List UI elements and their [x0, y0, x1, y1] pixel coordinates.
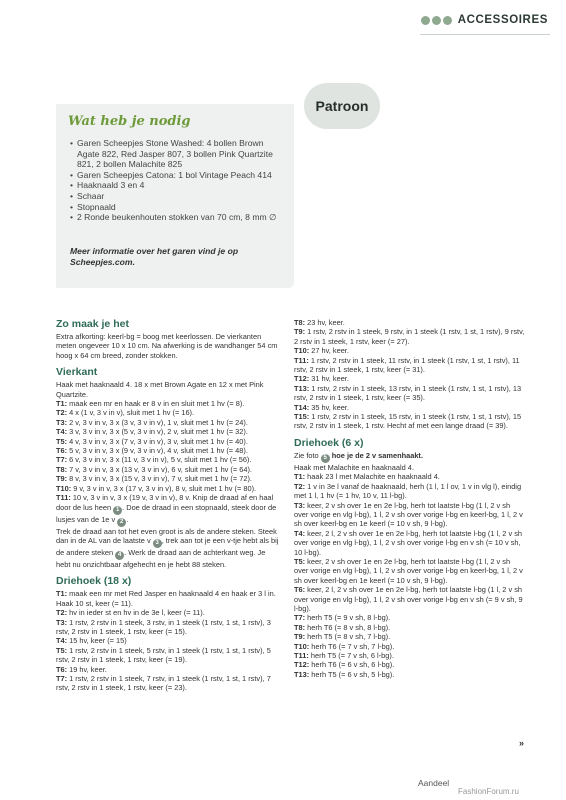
finish-text: . Werk de draad aan de achterkant weg. Je hebt nu onzichtbaar afgehecht en je hebt 88 steken.	[56, 547, 266, 569]
row-key: T13:	[294, 669, 310, 679]
pattern-row	[294, 318, 526, 327]
row-text: keer, 2 l, 2 v sh over 1e en 2e l-bg, herh tot laatste l-bg (1 l, 2 v sh over vorige en vlg l-bg), 1 l, 2 v sh over vorige l-bg en v sh (= 10 v sh, 10 l-bg).	[294, 528, 523, 557]
row-key: T3:	[294, 500, 306, 510]
pattern-row	[56, 665, 280, 674]
row-text: herh T6 (= 7 v sh, 7 l-bg).	[309, 641, 395, 651]
row-key: T11:	[294, 355, 309, 365]
yarn-info-text: Meer informatie over het garen vind je op Scheepjes.com.	[70, 246, 239, 267]
row-text: .	[126, 514, 129, 524]
row-text: 1 rstv, 2 rstv in 1 steek, 3 rstv, in 1 steek (1 rstv, 1 st, 1 rstv), 3 rstv, 2 rstv in 1 steek, 1 rstv, keer (= 15).	[56, 617, 271, 636]
step-2-icon: 2	[117, 518, 126, 527]
pattern-row	[294, 613, 526, 622]
triangle6-intro: Haak met Malachite en haaknaald 4.	[294, 462, 414, 472]
row-text: 1 rstv, 2 rstv in 1 steek, 13 rstv, in 1 steek (1 rstv, 1 st, 1 rstv), 13 rstv, 2 rstv in 1 steek, 1 rstv, keer (= 35).	[294, 383, 522, 403]
row-text: . Doe de draad in een stopnaald, steek door de lusjes van de 1e v	[56, 502, 277, 524]
square-heading: Vierkant	[56, 366, 98, 379]
square-rows	[56, 399, 280, 493]
row-key: T2:	[56, 408, 68, 418]
pattern-row	[294, 585, 526, 613]
dot-icon	[443, 16, 452, 25]
pattern-row	[56, 484, 280, 493]
row-key: T7:	[56, 455, 68, 465]
row-text: 3 v, 3 v in v, 3 x (5 v, 3 v in v), 2 v, sluit met 1 hv (= 32).	[67, 427, 248, 437]
row-text: maak een mr met Red Jasper en haaknaald 4 en haak er 3 l in. Haak 10 st, keer (= 11).	[56, 589, 276, 608]
pattern-row	[294, 384, 526, 403]
pattern-row	[56, 608, 280, 617]
header-divider	[420, 34, 550, 35]
list-item: • Garen Scheepjes Catona: 1 bol Vintage Peach 414	[70, 170, 280, 181]
row-text: 10 v, 3 v in v, 3 x (19 v, 3 v in v), 8 v. Knip de draad af en haal door de lus heen	[56, 493, 274, 512]
row-text: herh T5 (= 6 v sh, 5 l-bg).	[309, 669, 395, 679]
row-key: T1:	[56, 589, 68, 599]
section-header	[421, 14, 548, 26]
row-key: T9:	[294, 632, 306, 642]
pattern-row	[294, 632, 526, 641]
pattern-badge	[304, 83, 380, 129]
finish-text: , trek aan tot je een v-tje hebt als bij de andere steken	[56, 535, 279, 557]
row-key: T8:	[294, 622, 306, 632]
instructions-intro: Extra afkorting: keerl-bg = boog met keerlossen. De vierkanten meten ongeveer 10 x 10 cm. Na afwerking is de wandhanger 54 cm hoog x 64 cm breed, zonder stokken.	[56, 332, 278, 360]
row-text: 31 hv, keer.	[309, 374, 349, 384]
row-text: 9 v, 3 v in v, 3 x (17 v, 3 v in v), 8 v, sluit met 1 hv (= 80).	[71, 483, 257, 493]
row-text: herh T5 (= 8 v sh, 7 l-bg).	[305, 632, 391, 642]
row-key: T4:	[56, 427, 68, 437]
row-text: 6 v, 3 v in v, 3 x (11 v, 3 v in v), 5 v, sluit met 1 hv (= 56).	[67, 455, 252, 465]
photo-reference-text: Zie foto	[294, 450, 321, 460]
row-key: T9:	[56, 474, 68, 484]
row-text: haak 23 l met Malachite en haaknaald 4.	[305, 472, 440, 482]
row-key: T5:	[56, 436, 68, 446]
row-text: 35 hv, keer.	[309, 402, 349, 412]
pattern-row	[294, 374, 526, 383]
step-4-icon: 4	[115, 551, 124, 560]
triangle6-rows	[294, 472, 526, 679]
pattern-row	[56, 418, 280, 427]
materials-list	[70, 138, 280, 223]
row-key: T3:	[56, 417, 68, 427]
instructions-heading: Zo maak je het	[56, 318, 129, 330]
row-key: T6:	[56, 664, 68, 674]
row-key: T3:	[56, 617, 68, 627]
list-item: • Garen Scheepjes Stone Washed: 4 bollen Brown Agate 822, Red Jasper 807, 3 bollen Pink Quartzite 821, 2 bollen Malachite 825	[70, 138, 280, 170]
list-item: • Stopnaald	[70, 202, 280, 213]
pattern-row	[56, 474, 280, 483]
pattern-row	[294, 356, 526, 375]
row-key: T2:	[294, 481, 306, 491]
row-text: 1 v in 3e l vanaf de haaknaald, herh (1 l, 1 l ov, 1 v in vlg l), eindig met 1 l, 1 hv (= 1 hv, 10 v, 11 l-bg).	[294, 481, 522, 501]
square-row	[56, 493, 280, 526]
row-text: 8 v, 3 v in v, 3 x (15 v, 3 v in v), 7 v, sluit met 1 hv (= 72).	[67, 474, 252, 484]
row-text: herh T6 (= 6 v sh, 6 l-bg).	[309, 660, 395, 670]
row-key: T5:	[294, 556, 306, 566]
row-key: T8:	[56, 464, 68, 474]
pattern-row	[294, 623, 526, 632]
row-text: 2 v, 3 v in v, 3 x (3 v, 3 v in v), 1 v, sluit met 1 hv (= 24).	[67, 417, 248, 427]
row-key: T10:	[56, 483, 72, 493]
step-3-icon: 3	[153, 539, 162, 548]
pattern-row	[294, 482, 526, 501]
row-text: herh T5 (= 9 v sh, 8 l-bg).	[305, 613, 391, 623]
row-key: T10:	[294, 641, 310, 651]
row-text: 1 rstv, 2 rstv in 1 steek, 7 rstv, in 1 steek (1 rstv, 1 st, 1 rstv), 7 rstv, 2 rstv in 1 steek, 1 rstv, keer (= 23).	[56, 673, 271, 693]
right-column	[294, 318, 526, 679]
finish-text: Trek de draad aan tot het even groot is als de andere steken. Steek dan in de AL van de laatste v	[56, 526, 277, 545]
pattern-row	[294, 346, 526, 355]
row-key: T15:	[294, 412, 310, 422]
pattern-row	[294, 529, 526, 557]
materials-title: Wat heb je nodig	[68, 114, 191, 129]
row-text: keer, 2 v sh over 1e en 2e l-bg, herh tot laatste l-bg (1 l, 2 v sh over vorige en vlg l-bg), 1 l, 2 v sh over vorige l-bg en keerl-bg, 1 l, 2 v sh over keerl-bg en 1e keerl (= 10 v sh, 9 l-bg).	[294, 556, 523, 585]
row-text: 1 rstv, 2 rstv in 1 steek, 9 rstv, in 1 steek (1 rstv, 1 st, 1 rstv), 9 rstv, 2 rstv in 1 steek, 1 rstv, keer (= 27).	[294, 327, 525, 346]
left-column	[56, 318, 280, 693]
pattern-row	[294, 501, 526, 529]
row-key: T7:	[294, 613, 306, 623]
row-key: T1:	[294, 472, 306, 482]
dot-icon	[432, 16, 441, 25]
pattern-row	[294, 327, 526, 346]
row-text: hv in ieder st en hv in de 3e l, keer (= 11).	[67, 608, 205, 618]
continue-arrow-icon: »	[519, 738, 525, 748]
pattern-row	[56, 446, 280, 455]
pattern-row	[294, 670, 526, 679]
triangle18-rows	[56, 589, 280, 692]
row-key: T9:	[294, 327, 306, 337]
photo-area	[0, 0, 292, 104]
step-5-icon: 5	[321, 454, 330, 463]
photo-reference	[294, 451, 526, 463]
pattern-row	[56, 646, 280, 665]
pattern-row	[294, 660, 526, 669]
list-item: • Haaknaald 3 en 4	[70, 180, 280, 191]
row-key: T10:	[294, 346, 310, 356]
finish-paragraph	[56, 527, 280, 570]
section-dots	[421, 16, 452, 25]
row-key: T1:	[56, 399, 68, 409]
step-1-icon: 1	[113, 506, 122, 515]
pattern-row	[56, 465, 280, 474]
row-key: T13:	[294, 383, 310, 393]
pattern-row	[56, 618, 280, 637]
row-key: T6:	[294, 585, 306, 595]
row-text: 7 v, 3 v in v, 3 x (13 v, 3 v in v), 6 v, sluit met 1 hv (= 64).	[67, 464, 252, 474]
row-text: keer, 2 l, 2 v sh over 1e en 2e l-bg, herh tot laatste l-bg (1 l, 2 v sh over vorige en vlg l-bg), 1 l, 2 v sh over vorige l-bg en v sh (= 9 v sh, 9 l-bg).	[294, 585, 523, 613]
row-key: T14:	[294, 402, 310, 412]
row-text: herh T5 (= 7 v sh, 6 l-bg).	[308, 651, 394, 660]
row-text: 1 rstv, 2 rstv in 1 steek, 5 rstv, in 1 steek (1 rstv, 1 st, 1 rstv), 5 rstv, 2 rstv in 1 steek, 1 rstv, keer (= 19).	[56, 645, 271, 665]
dot-icon	[421, 16, 430, 25]
row-text: 23 hv, keer.	[305, 318, 345, 327]
row-text: 1 rstv, 2 rstv in 1 steek, 15 rstv, in 1 steek (1 rstv, 1 st, 1 rstv), 15 rstv, 2 rstv in 1 steek, 1 rstv. Hecht af met een lange draad (= 39).	[294, 412, 522, 431]
row-text: 27 hv, keer.	[309, 346, 349, 356]
pattern-row	[56, 636, 280, 645]
list-item: • 2 Ronde beukenhouten stokken van 70 cm, 8 mm ∅	[70, 212, 280, 223]
watermark: FashionForum.ru	[458, 787, 519, 796]
row-key: T7:	[56, 673, 68, 683]
footer-text: Aandeel	[418, 778, 450, 788]
row-text: maak een mr en haak er 8 v in en sluit met 1 hv (= 8).	[67, 399, 245, 409]
pattern-row	[56, 427, 280, 436]
row-key: T8:	[294, 318, 306, 327]
row-key: T2:	[56, 608, 68, 618]
pattern-row	[294, 651, 526, 660]
row-key: T6:	[56, 446, 68, 456]
section-title: ACCESSOIRES	[457, 14, 548, 26]
triangle6-heading: Driehoek (6 x)	[294, 436, 364, 449]
pattern-row	[294, 557, 526, 585]
pattern-row	[294, 472, 526, 481]
row-text: 5 v, 3 v in v, 3 x (9 v, 3 v in v), 4 v, sluit met 1 hv (= 48).	[67, 446, 248, 456]
pattern-row	[56, 437, 280, 446]
pattern-row	[56, 455, 280, 464]
photo-reference-text: hoe je de 2 v samenhaakt.	[329, 450, 423, 460]
row-text: 15 hv, keer (= 15)	[67, 636, 127, 646]
list-item: • Schaar	[70, 191, 280, 202]
triangle18-rows-continued	[294, 318, 526, 431]
pattern-row	[56, 589, 280, 608]
row-key: T4:	[56, 636, 68, 646]
pattern-row	[294, 403, 526, 412]
row-key: T11:	[294, 651, 309, 660]
row-text: herh T6 (= 8 v sh, 8 l-bg).	[305, 622, 391, 632]
row-key: T11:	[56, 493, 71, 503]
row-key: T12:	[294, 374, 310, 384]
pattern-row	[56, 674, 280, 693]
row-key: T5:	[56, 645, 68, 655]
row-key: T4:	[294, 528, 306, 538]
row-key: T12:	[294, 660, 310, 670]
row-text: keer, 2 v sh over 1e en 2e l-bg, herh tot laatste l-bg (1 l, 2 v sh over vorige en vlg l-bg), 1 l, 2 v sh over vorige l-bg en keerl-bg, 1 l, 2 v sh over keerl-bg en 1e keerl (= 10 v sh, 9 l-bg).	[294, 500, 523, 529]
row-text: 4 v, 3 v in v, 3 x (7 v, 3 v in v), 3 v, sluit met 1 hv (= 40).	[67, 436, 248, 446]
pattern-badge-label: Patroon	[315, 98, 369, 114]
pattern-row	[56, 408, 280, 417]
pattern-row	[294, 412, 526, 431]
row-text: 19 hv, keer.	[67, 664, 107, 674]
pattern-row	[56, 399, 280, 408]
row-text: 1 rstv, 2 rstv in 1 steek, 11 rstv, in 1 steek (1 rstv, 1 st, 1 rstv), 11 rstv, 2 rstv in 1 steek, 1 rstv, keer (= 31).	[294, 355, 520, 375]
square-intro: Haak met haaknaald 4. 18 x met Brown Agate en 12 x met Pink Quartzite.	[56, 380, 264, 399]
triangle18-heading: Driehoek (18 x)	[56, 575, 132, 588]
pattern-row	[294, 642, 526, 651]
row-text: 4 x (1 v, 3 v in v), sluit met 1 hv (= 16).	[67, 408, 195, 418]
